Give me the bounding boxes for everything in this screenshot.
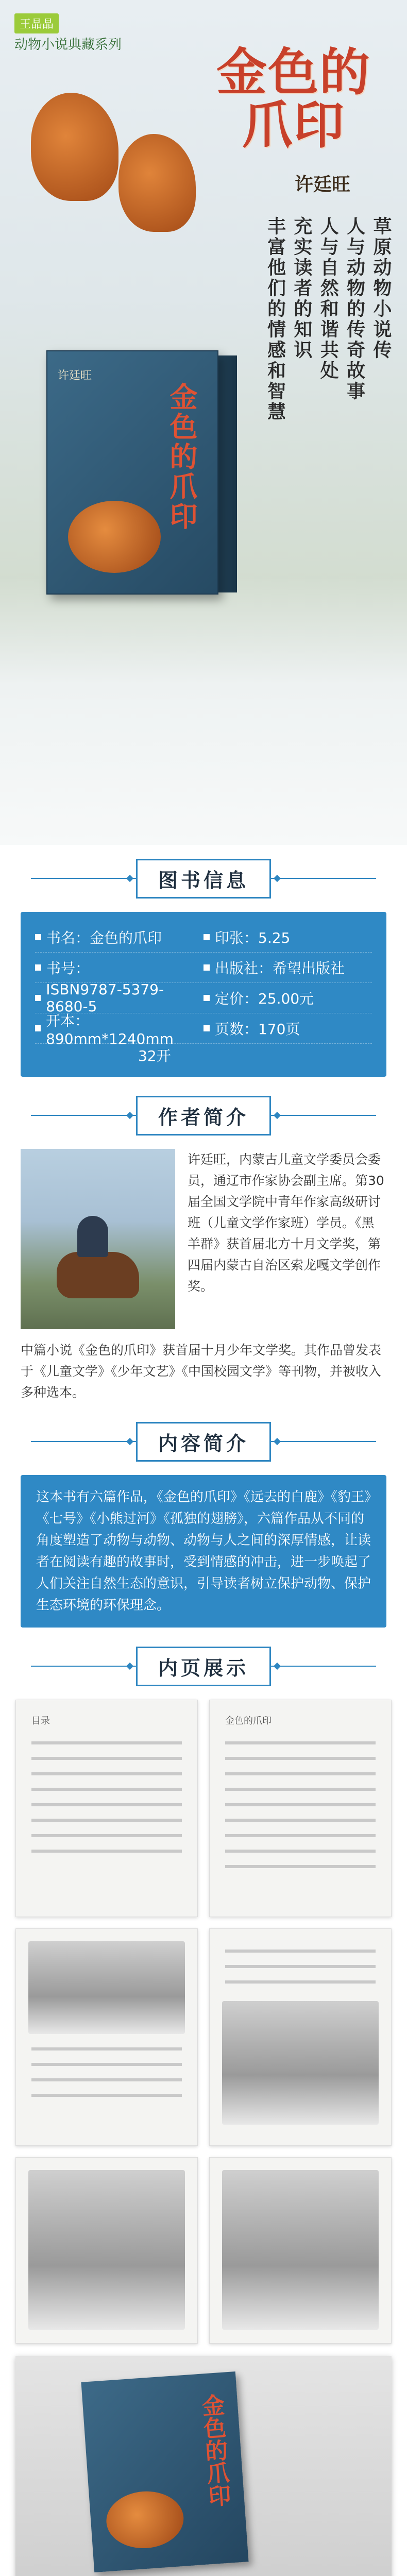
- book-cover-author: 许廷旺: [58, 369, 92, 382]
- info-row: [35, 922, 372, 953]
- tagline-line: 人与自然和谐共处: [317, 216, 340, 381]
- square-bullet-icon: [35, 995, 41, 1001]
- info-value: 开本：890mm*1240mm: [46, 1012, 174, 1047]
- horse-image: [57, 1252, 139, 1298]
- hero-author: 许廷旺: [294, 174, 350, 195]
- author-bio-paragraph: 许廷旺，内蒙古儿童文学委员会委员，通辽市作家协会副主席。第30届全国文学院中青年作家高级研讨班（儿童文学作家班）学员。《黑羊群》获首届北方十月文学奖，第四届内蒙古自治区索龙嘎文学创作奖。: [188, 1152, 384, 1294]
- section-header-info: [0, 855, 407, 902]
- author-photo: [21, 1149, 175, 1329]
- tagline-line: 人与动物的传奇故事: [344, 216, 366, 402]
- section-title: 图书信息: [136, 859, 271, 899]
- book-cover-photo: [81, 2371, 248, 2572]
- book-cover: [46, 350, 218, 595]
- preview-page-illustration: [15, 2157, 198, 2344]
- page-heading: 目录: [31, 1716, 50, 1726]
- square-bullet-icon: [35, 1025, 41, 1031]
- author-section: [21, 1149, 386, 1329]
- info-value: ISBN9787-5379-8680-5: [46, 981, 164, 1015]
- section-header-author: [0, 1092, 407, 1139]
- illustration-image: [222, 2170, 379, 2330]
- hero-title: 金色的爪印: [216, 43, 371, 155]
- info-row: [35, 983, 372, 1013]
- content-summary: 这本书有六篇作品，《金色的爪印》《远去的白鹿》《豹王》《七号》《小熊过河》《孤独的翅膀》，六篇作品从不同的角度塑造了动物与动物、动物与人之间的深厚情感，让读者在阅读有趣的故事时，受到情感的冲击，进一步唤起了人们关注自然生态的意识，引导读者树立保护动物、保护生态环境的环保理念。: [21, 1475, 386, 1628]
- info-row: [35, 953, 372, 983]
- preview-grid: [15, 1700, 392, 2344]
- book-cover-title: 金色的爪印: [165, 382, 198, 532]
- info-value: 出版社：希望出版社: [215, 960, 345, 977]
- square-bullet-icon: [35, 964, 41, 971]
- preview-page-toc: [15, 1700, 198, 1917]
- rider-image: [77, 1216, 108, 1257]
- book-cover-title: 金色的爪印: [197, 2393, 231, 2508]
- book-spine: [216, 355, 237, 592]
- info-row: [35, 1012, 372, 1047]
- illustration-image: [222, 2001, 379, 2125]
- title-block: [216, 43, 371, 155]
- section-header-preview: [0, 1643, 407, 1689]
- book-photo: [15, 2356, 392, 2576]
- square-bullet-icon: [204, 1025, 210, 1031]
- square-bullet-icon: [204, 995, 210, 1001]
- info-value: 页数：170页: [215, 1021, 300, 1038]
- hero-banner: [0, 0, 407, 845]
- info-value: 书名：金色的爪印: [46, 929, 162, 946]
- author-bio-paragraph-2: 中篇小说《金色的爪印》获首届十月少年文学奖。其作品曾发表于《儿童文学》《少年文艺》《中国校园文学》等刊物，并被收入多种选本。: [21, 1343, 382, 1400]
- square-bullet-icon: [204, 964, 210, 971]
- preview-page-illustration: [15, 1928, 198, 2146]
- snow-background: [0, 577, 407, 845]
- illustration-image: [28, 1941, 185, 2034]
- info-value: 定价：25.00元: [215, 990, 314, 1007]
- fox-illustration-1: [31, 93, 118, 201]
- fox-image: [105, 2489, 185, 2551]
- info-value: 书号：: [46, 960, 90, 977]
- info-extra: 32开: [138, 1047, 171, 1064]
- tagline-line: 草原动物小说传: [370, 216, 392, 361]
- preview-page-illustration: [209, 2157, 392, 2344]
- info-value: 印张：5.25: [215, 929, 291, 946]
- preview-page-illustration: [209, 1928, 392, 2146]
- section-title: 作者简介: [136, 1096, 271, 1136]
- series-tag: 王晶晶: [14, 13, 59, 33]
- series-name: 动物小说典藏系列: [14, 37, 122, 53]
- tagline-line: 丰富他们的情感和智慧: [264, 216, 286, 422]
- illustration-image: [28, 2170, 185, 2330]
- section-title: 内页展示: [136, 1647, 271, 1686]
- preview-page-chapter: [209, 1700, 392, 1917]
- section-header-content: [0, 1418, 407, 1465]
- square-bullet-icon: [204, 934, 210, 940]
- book-info-table: [21, 912, 386, 1077]
- section-title: 内容简介: [136, 1422, 271, 1462]
- page-heading: 金色的爪印: [225, 1716, 272, 1726]
- book-cover-fox-image: [68, 501, 161, 573]
- tagline-line: 充实读者的知识: [291, 216, 313, 361]
- square-bullet-icon: [35, 934, 41, 940]
